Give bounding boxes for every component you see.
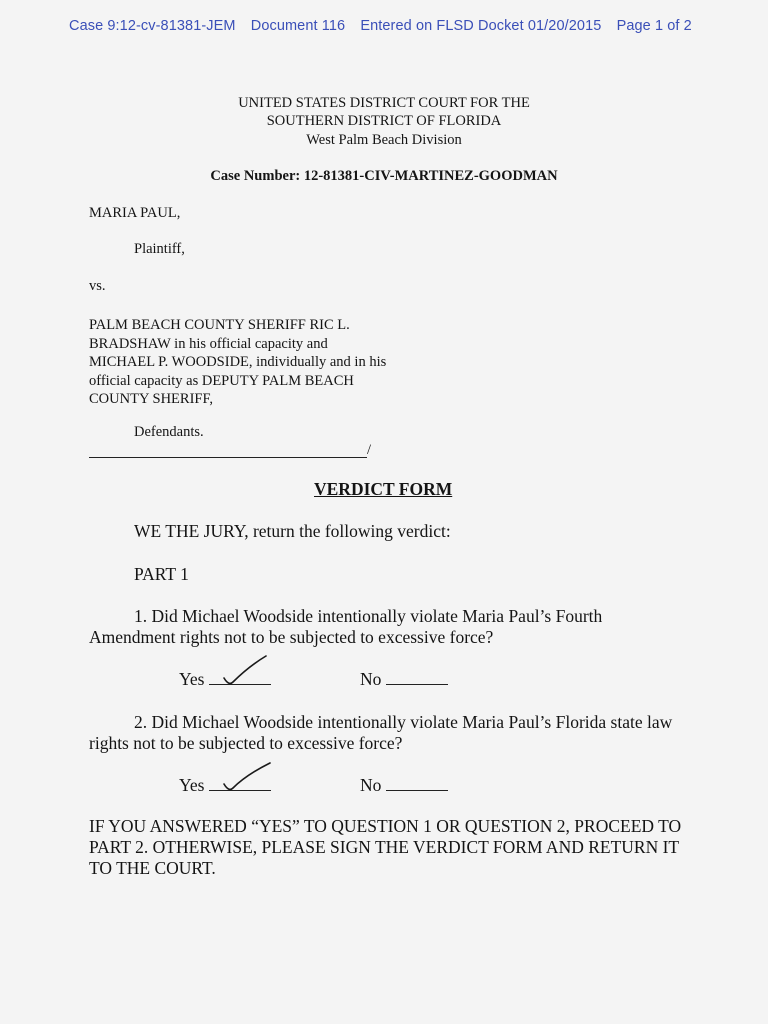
docket-document: Document 116 — [250, 18, 346, 34]
question-1-text: 1. Did Michael Woodside intentionally violate Maria Paul’s Fourth Amendment rights not to be subjected to excessive force? — [89, 606, 603, 647]
defendants-role: Defendants. — [134, 424, 204, 440]
part-heading: PART 1 — [134, 564, 189, 584]
form-title: VERDICT FORM — [314, 479, 453, 499]
docket-entered: Entered on FLSD Docket 01/20/2015 — [360, 18, 602, 34]
no-answer-blank[interactable] — [386, 776, 448, 791]
court-line-2: SOUTHERN DISTRICT OF FLORIDA — [266, 113, 502, 129]
plaintiff-role: Plaintiff, — [134, 241, 185, 257]
plaintiff-name: MARIA PAUL, — [89, 205, 181, 221]
question-2-no[interactable] — [360, 775, 448, 796]
court-line-1: UNITED STATES DISTRICT COURT FOR THE — [238, 95, 530, 111]
docket-page: Page 1 of 2 — [616, 18, 692, 34]
caption-divider — [89, 457, 367, 458]
no-label: No — [360, 669, 382, 689]
docket-header — [69, 18, 703, 34]
question-2-text: 2. Did Michael Woodside intentionally violate Maria Paul’s Florida state law rights not to be subjected to excessive force? — [89, 712, 673, 753]
checkmark-icon — [218, 758, 278, 798]
court-division: West Palm Beach Division — [306, 132, 462, 148]
no-answer-blank[interactable] — [386, 670, 448, 685]
instruction-text: IF YOU ANSWERED “YES” TO QUESTION 1 OR QUESTION 2, PROCEED TO PART 2. OTHERWISE, PLEASE SIGN THE VERDICT FORM AND RETURN IT TO THE COURT. — [89, 816, 682, 878]
question-1-no[interactable] — [360, 669, 448, 690]
yes-label: Yes — [179, 775, 205, 795]
checkmark-icon — [218, 652, 278, 692]
form-intro: WE THE JURY, return the following verdict: — [134, 521, 451, 541]
yes-label: Yes — [179, 669, 205, 689]
case-number: Case Number: 12-81381-CIV-MARTINEZ-GOODMAN — [210, 168, 558, 184]
defendants-name: PALM BEACH COUNTY SHERIFF RIC L. BRADSHAW in his official capacity and MICHAEL P. WOODSIDE, individually and in his official capacity as DEPUTY PALM BEACH COUNTY SHERIFF, — [89, 317, 387, 407]
caption-slash: / — [367, 442, 372, 458]
docket-case: Case 9:12-cv-81381-JEM — [69, 18, 236, 34]
no-label: No — [360, 775, 382, 795]
versus: vs. — [89, 278, 106, 294]
